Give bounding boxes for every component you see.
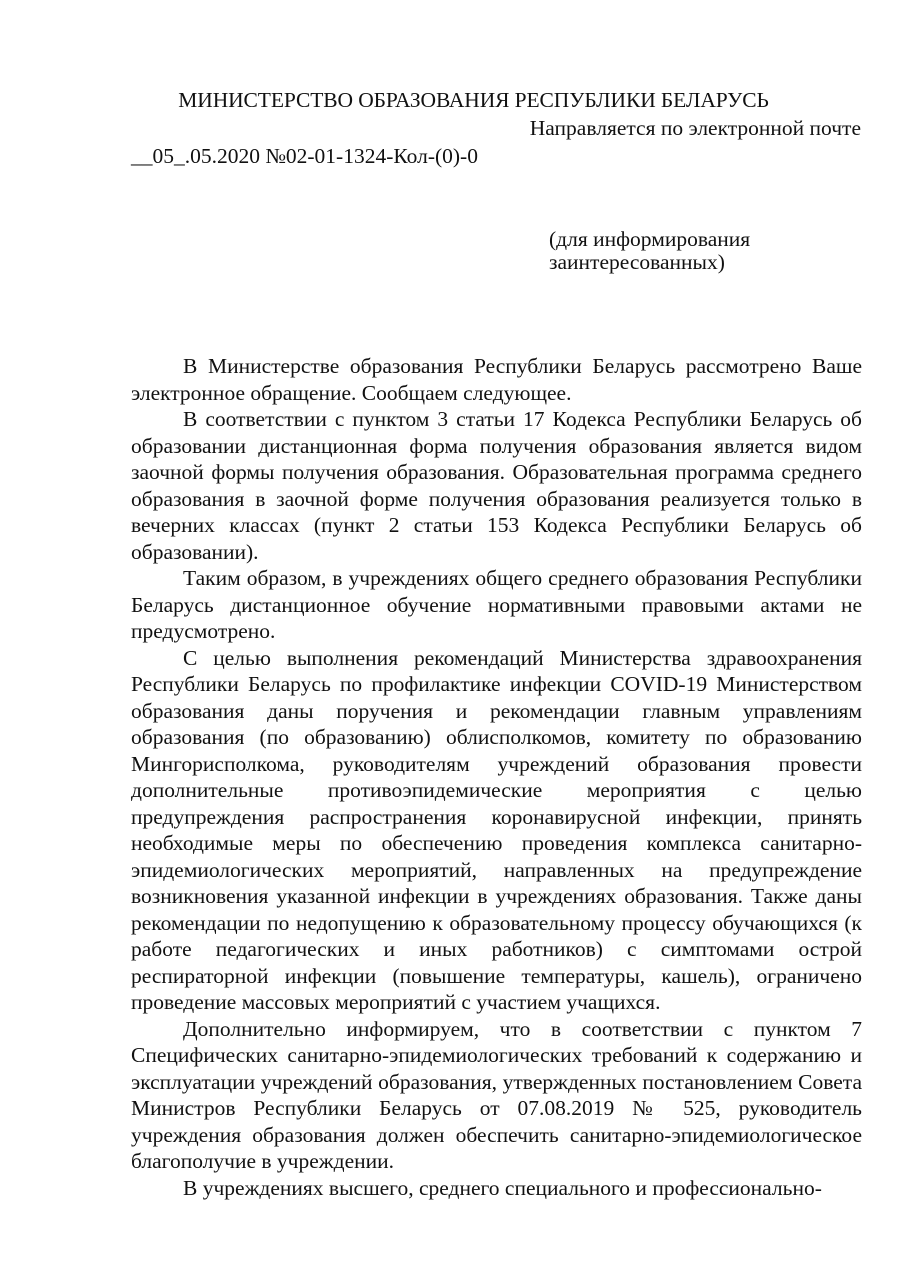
organization-title: МИНИСТЕРСТВО ОБРАЗОВАНИЯ РЕСПУБЛИКИ БЕЛАРУСЬ bbox=[178, 88, 769, 112]
reference-number: __05_.05.2020 №02-01-1324-Кол-(0)-0 bbox=[131, 144, 478, 168]
audience-note-line-2: заинтересованных) bbox=[549, 250, 725, 274]
paragraph-5: Дополнительно информируем, что в соответствии с пунктом 7 Специфических санитарно-эпидемиологических требований к содержанию и эксплуатации учреждений образования, утвержденных постановлением Совета Министров Республики Беларусь от 07.08.2019 № 525, руководитель учреждения образования должен обеспечить санитарно-эпидемиологическое благополучие в учреждении. bbox=[131, 1016, 862, 1173]
letter-body bbox=[131, 353, 862, 1201]
delivery-note: Направляется по электронной почте bbox=[529, 116, 861, 140]
paragraph-6: В учреждениях высшего, среднего специального и профессионально- bbox=[183, 1175, 822, 1200]
audience-note bbox=[549, 228, 809, 274]
paragraph-4: С целью выполнения рекомендаций Министерства здравоохранения Республики Беларусь по профилактике инфекции COVID-19 Министерством образования даны поручения и рекомендации главным управлениям образования (по образованию) облисполкомов, комитету по образованию Мингорисполкома, руководителям учреждений образования провести дополнительные противоэпидемические мероприятия с целью предупреждения распространения коронавирусной инфекции, принять необходимые меры по обеспечению проведения комплекса санитарно-эпидемиологических мероприятий, направленных на предупреждение возникновения указанной инфекции в учреждениях образования. Также даны рекомендации по недопущению к образовательному процессу обучающихся (к работе педагогических и иных работников) с симптомами острой респираторной инфекции (повышение температуры, кашель), ограничено проведение массовых мероприятий с участием учащихся. bbox=[131, 645, 862, 1014]
paragraph-2: В соответствии с пунктом 3 статьи 17 Кодекса Республики Беларусь об образовании дистанционная форма получения образования является видом заочной формы получения образования. Образовательная программа среднего образования в заочной форме получения образования реализуется только в вечерних классах (пункт 2 статьи 153 Кодекса Республики Беларусь об образовании). bbox=[131, 407, 862, 564]
paragraph-1: В Министерстве образования Республики Беларусь рассмотрено Ваше электронное обращение. Сообщаем следующее. bbox=[131, 354, 862, 405]
paragraph-3: Таким образом, в учреждениях общего среднего образования Республики Беларусь дистанционное обучение нормативными правовыми актами не предусмотрено. bbox=[131, 566, 862, 643]
audience-note-line-1: (для информирования bbox=[549, 227, 751, 251]
